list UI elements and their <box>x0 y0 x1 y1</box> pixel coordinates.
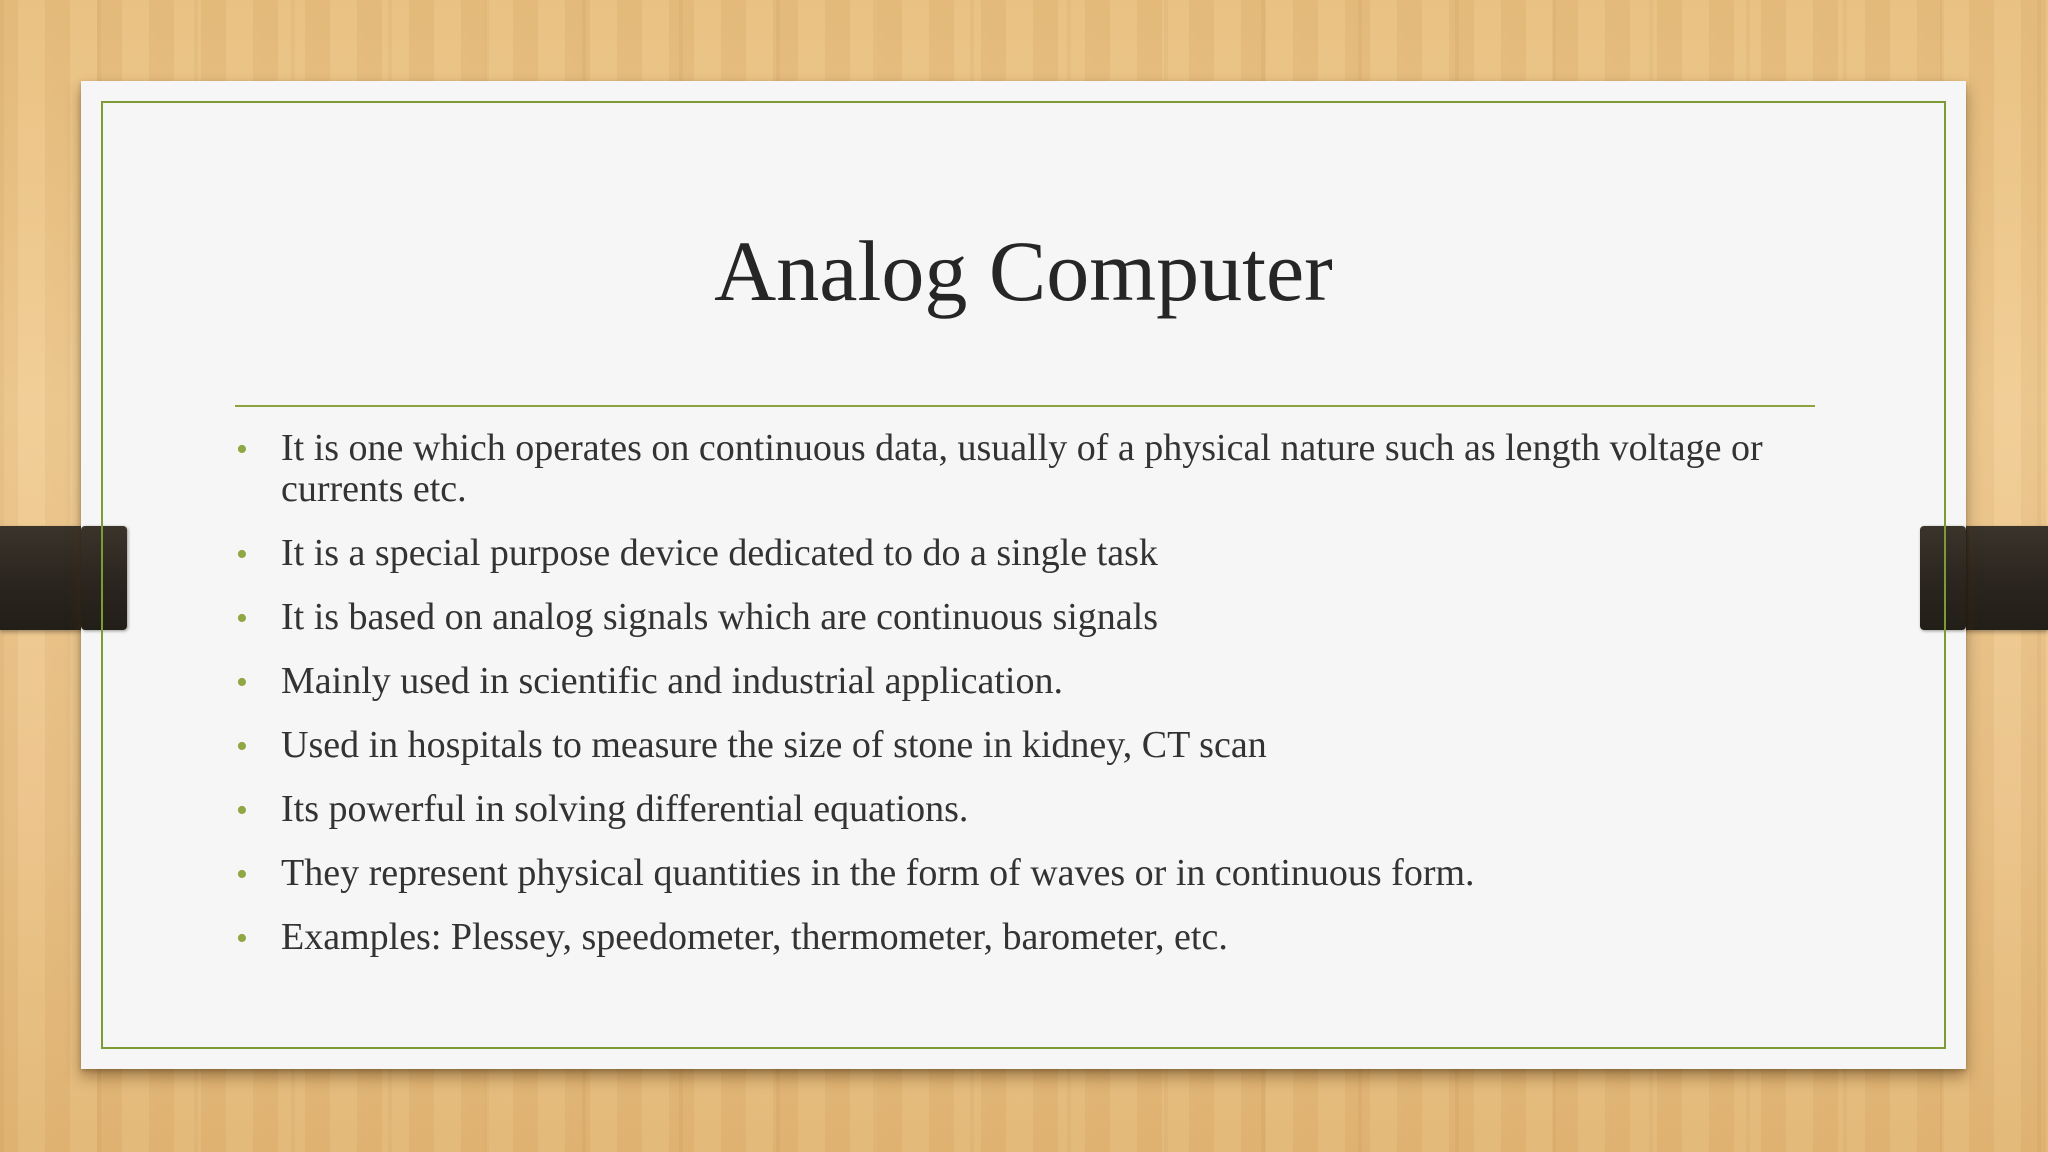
bullet-text: Its powerful in solving differential equations. <box>281 788 969 830</box>
bullet-dot-icon: • <box>236 664 248 701</box>
bullet-dot-icon: • <box>236 536 248 573</box>
bullet-text: Mainly used in scientific and industrial application. <box>281 660 1063 702</box>
bullet-list <box>235 428 1775 981</box>
bullet-dot-icon: • <box>236 920 248 957</box>
title-divider <box>235 405 1815 407</box>
bullet-text: It is based on analog signals which are continuous signals <box>281 596 1159 638</box>
slide-title: Analog Computer <box>714 223 1333 319</box>
bullet-dot-icon: • <box>236 792 248 829</box>
bullet-text: They represent physical quantities in the form of waves or in continuous form. <box>281 852 1475 894</box>
bullet-item <box>235 917 1775 958</box>
bullet-item <box>235 853 1775 894</box>
bullet-dot-icon: • <box>236 431 248 468</box>
bullet-item <box>235 661 1775 702</box>
bullet-item <box>235 725 1775 766</box>
bullet-dot-icon: • <box>236 600 248 637</box>
bullet-item <box>235 597 1775 638</box>
bullet-dot-icon: • <box>236 856 248 893</box>
bullet-item <box>235 428 1775 510</box>
bullet-text: Used in hospitals to measure the size of stone in kidney, CT scan <box>281 724 1267 766</box>
bullet-item <box>235 789 1775 830</box>
bullet-text: Examples: Plessey, speedometer, thermometer, barometer, etc. <box>281 916 1228 958</box>
bullet-text: It is a special purpose device dedicated to do a single task <box>281 532 1158 574</box>
bullet-text: It is one which operates on continuous data, usually of a physical nature such as length voltage or currents etc. <box>281 427 1763 510</box>
bullet-dot-icon: • <box>236 728 248 765</box>
bullet-item <box>235 533 1775 574</box>
